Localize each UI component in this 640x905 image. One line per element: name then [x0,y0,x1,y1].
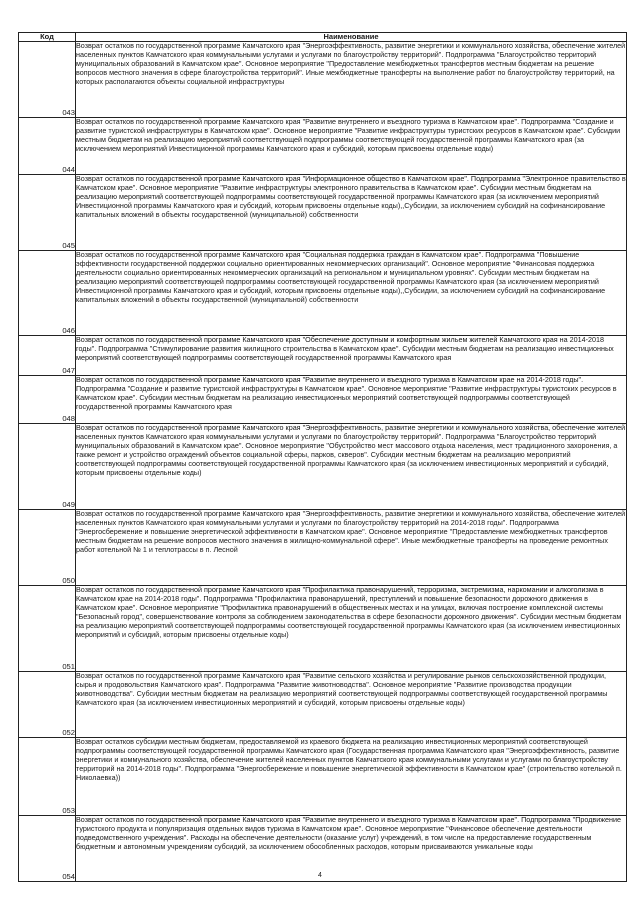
row-description: Возврат остатков по государственной программе Камчатского края "Развитие сельского хозяйства и регулирование рынков сельскохозяйственной продукции, сырья и продовольствия Камчатского края". Подпрограмма "Развитие животноводства". Основное мероприятие "Развитие производства продукции животноводства". Субсидии местным бюджетам на реализацию мероприятий соответствующей подпрограммы соответствующей государственной программы Камчатского края (за исключением инвестиционных мероприятий и субсидий, которым присвоены отдельные коды) [76,672,627,738]
row-code: 044 [19,118,76,175]
row-code: 048 [19,376,76,424]
table-row [19,424,627,510]
row-description: Возврат остатков по государственной программе Камчатского края "Энергоэффективность, развитие энергетики и коммунального хозяйства, обеспечение жителей населенных пунктов Камчатского края коммунальными услугами и услугами по благоустройству территорий". Подпрограмма "Благоустройство территорий муниципальных образований в Камчатском крае". Основное мероприятие "Обустройство мест массового отдыха населения, мест традиционного захоронения, а также ремонт и устройство ограждений объектов социальной сферы, парков, скверов". Субсидии местным бюджетам на реализацию мероприятий соответствующей подпрограммы соответствующей государственной программы Камчатского края (за исключением инвестиционных мероприятий и субсидий, которым присвоены отдельные коды) [76,424,627,510]
table-row [19,118,627,175]
row-code: 043 [19,42,76,118]
row-code: 047 [19,336,76,376]
row-description: Возврат остатков по государственной программе Камчатского края "Развитие внутреннего и въездного туризма в Камчатском крае". Подпрограмма "Продвижение туристского продукта и популяризация отдельных видов туризма в Камчатском крае". Основное мероприятие "Финансовое обеспечение деятельности подведомственного учреждения". Расходы на обеспечение деятельности (оказание услуг) учреждений, в том числе на предоставление государственным бюджетным и автономным учреждениям субсидий, за исключением обособленных расходов, которым присваиваются уникальные коды [76,816,627,882]
row-description: Возврат остатков по государственной программе Камчатского края "Развитие внутреннего и въездного туризма в Камчатском крае". Подпрограмма "Создание и развитие туристской инфраструктуры в Камчатском крае". Основное мероприятие "Развитие инфраструктуры туристских ресурсов в Камчатском крае". Субсидии местным бюджетам на реализацию мероприятий соответствующей подпрограммы соответствующей государственной программы Камчатского края (за исключением мероприятий Инвестиционной программы Камчатского края и субсидий, которым присвоены отдельные коды) [76,118,627,175]
row-description: Возврат остатков по государственной программе Камчатского края "Развитие внутреннего и въездного туризма в Камчатском крае на 2014-2018 годы". Подпрограмма "Создание и развитие туристской инфраструктуры в Камчатском крае". Основное мероприятие "Развитие инфраструктуры туристских ресурсов в Камчатском крае". Субсидии местным бюджетам на реализацию инвестиционных мероприятий соответствующей подпрограммы соответствующей государственной программы Камчатского края [76,376,627,424]
row-description: Возврат остатков по государственной программе Камчатского края "Информационное общество в Камчатском крае". Подпрограмма "Электронное правительство в Камчатском крае". Основное мероприятие "Развитие инфраструктуры электронного правительства в Камчатском крае". Субсидии местным бюджетам на реализацию мероприятий соответствующей подпрограммы соответствующей государственной программы Камчатского края (за исключением мероприятий Инвестиционной программы Камчатского края и субсидий, которым присвоены отдельные коды),,Субсидии, за исключением субсидий на софинансирование капитальных вложений в объекты государственной (муниципальной) собственности [76,175,627,251]
row-description: Возврат остатков по государственной программе Камчатского края "Обеспечение доступным и комфортным жильем жителей Камчатского края на 2014-2018 годы". Подпрограмма "Стимулирование развития жилищного строительства в Камчатском крае". Субсидии местным бюджетам на реализацию инвестиционных мероприятий соответствующей подпрограммы соответствующей государственной программы Камчатского края [76,336,627,376]
header-code: Код [19,33,76,42]
table-row [19,738,627,816]
table-row [19,42,627,118]
row-description: Возврат остатков по государственной программе Камчатского края "Энергоэффективность, развитие энергетики и коммунального хозяйства, обеспечение жителей населенных пунктов Камчатского края коммунальными услугами и услугами по благоустройству территорий на 2014-2018 годы". Подпрограмма "Энергосбережение и повышение энергетической эффективности в Камчатском крае". Основное мероприятие "Предоставление межбюджетных трансфертов местным бюджетам на решение вопросов местного значения в жилищно-коммунальной сфере". Иные межбюджетные трансферты на проведение ремонтных работ котельной № 1 и теплотрассы в п. Лесной [76,510,627,586]
row-code: 045 [19,175,76,251]
table-row [19,336,627,376]
row-code: 046 [19,251,76,336]
row-code: 052 [19,672,76,738]
row-description: Возврат остатков субсидии местным бюджетам, предоставляемой из краевого бюджета на реализацию инвестиционных мероприятий соответствующей подпрограммы соответствующей государственной программы Камчатского края (Государственная программа Камчатского края "Энергоэффективность, развитие энергетики и коммунального хозяйства, обеспечение жителей населенных пунктов Камчатского края коммунальными услугами и услугами по благоустройству территорий на 2014-2018 годы". Подпрограмма "Энергосбережение и повышение энергетической эффективности в Камчатском крае" (строительство котельной п. Николаевка)) [76,738,627,816]
row-code: 049 [19,424,76,510]
table-row [19,510,627,586]
row-code: 051 [19,586,76,672]
table-row [19,376,627,424]
codes-table [18,32,627,882]
page-number: 4 [318,872,322,879]
row-description: Возврат остатков по государственной программе Камчатского края "Профилактика правонарушений, терроризма, экстремизма, наркомании и алкоголизма в Камчатском крае на 2014-2018 годы". Подпрограмма "Профилактика правонарушений, преступлений и повышение безопасности дорожного движения в Камчатском крае". Основное мероприятие "Профилактика правонарушений в общественных местах и на улицах, включая построение комплексной системы "Безопасный город", совершенствование контроля за соблюдением законодательства в сфере безопасности дорожного движения". Субсидии местным бюджетам на реализацию мероприятий соответствующей подпрограммы соответствующей государственной программы Камчатского края (за исключением инвестиционных мероприятий и субсидий, которым присвоены отдельные коды) [76,586,627,672]
table-row [19,251,627,336]
row-code: 050 [19,510,76,586]
row-description: Возврат остатков по государственной программе Камчатского края "Энергоэффективность, развитие энергетики и коммунального хозяйства, обеспечение жителей населенных пунктов Камчатского края коммунальными услугами и услугами по благоустройству территорий". Подпрограмма "Благоустройство территорий муниципальных образований в Камчатском крае". Основное мероприятие "Предоставление межбюджетных трансфертов местным бюджетам на решение вопросов местного значения в сфере благоустройства территорий". Иные межбюджетные трансферты на выполнение работ по благоустройству территорий, на которых располагаются объекты социальной инфраструктуры [76,42,627,118]
row-code: 053 [19,738,76,816]
row-description: Возврат остатков по государственной программе Камчатского края "Социальная поддержка граждан в Камчатском крае". Подпрограмма "Повышение эффективности государственной поддержки социально ориентированных некоммерческих организаций". Основное мероприятие "Финансовая поддержка деятельности социально ориентированных некоммерческих организаций на региональном и муниципальном уровнях". Субсидии местным бюджетам на реализацию мероприятий соответствующей подпрограммы соответствующей государственной программы Камчатского края (за исключением мероприятий Инвестиционной программы Камчатского края и субсидий, которым присвоены отдельные коды),,Субсидии, за исключением субсидий на софинансирование капитальных вложений в объекты государственной (муниципальной) собственности [76,251,627,336]
table-row [19,586,627,672]
row-code: 054 [19,816,76,882]
table-row [19,175,627,251]
header-name: Наименование [76,33,627,42]
table-body [19,42,627,882]
table-row [19,672,627,738]
